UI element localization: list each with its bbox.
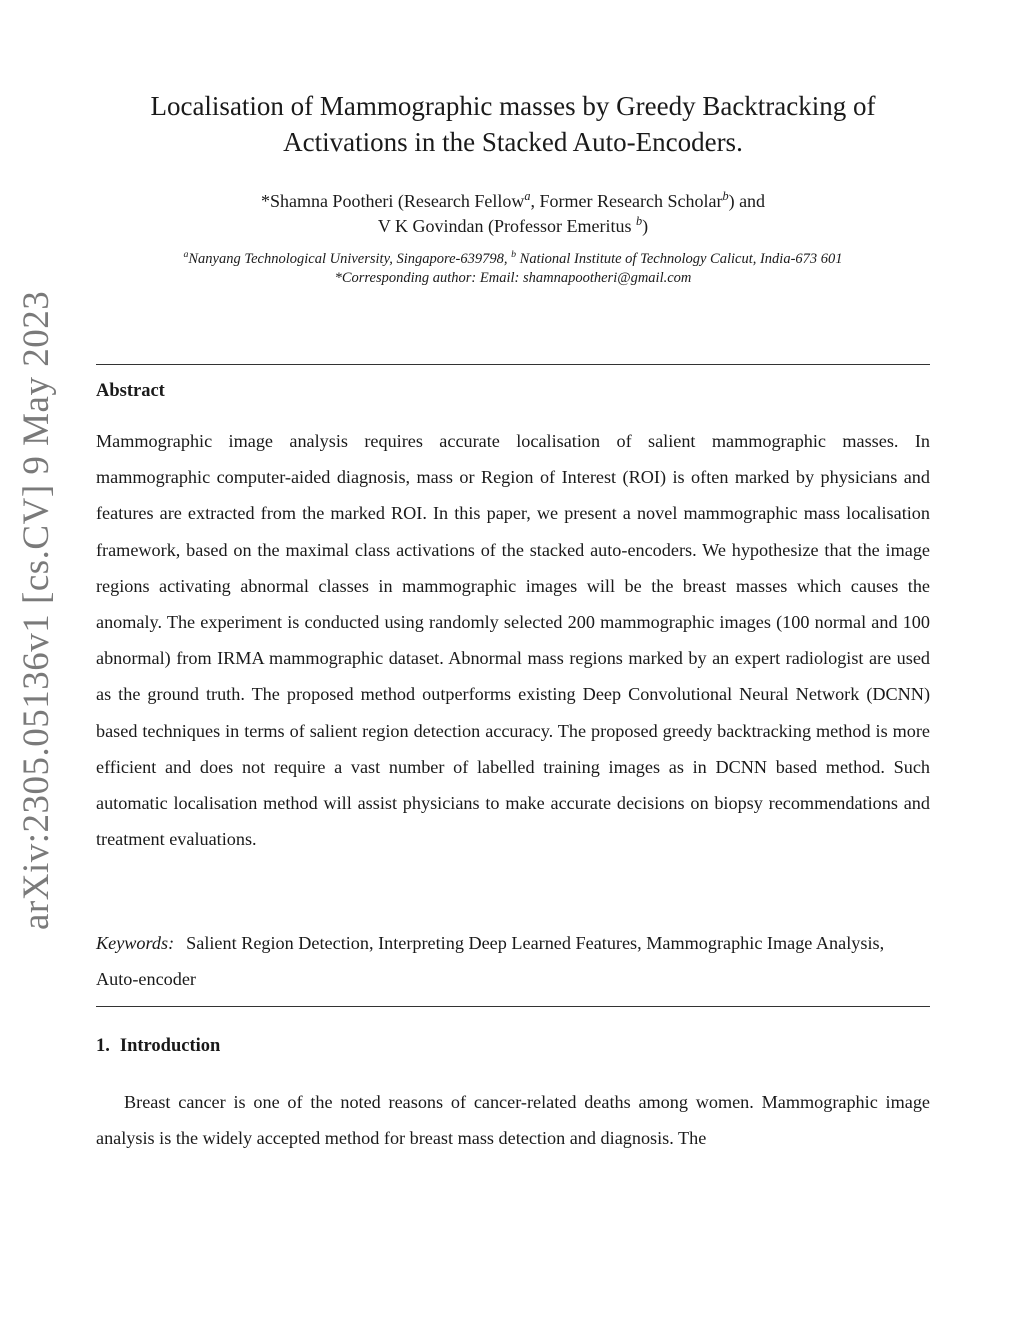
corresponding-author-email: *Corresponding author: Email: shamnapootheri@gmail.com: [334, 270, 692, 286]
affiliations: [96, 250, 930, 288]
title-line-2: Activations in the Stacked Auto-Encoders.: [283, 127, 743, 157]
abstract-text: Mammographic image analysis requires accurate localisation of salient mammographic masses. In mammographic computer-aided diagnosis, mass or Region of Interest (ROI) is often marked by physicians and features are extracted from the marked ROI. In this paper, we present a novel mammographic mass localisation framework, based on the maximal class activations of the stacked auto-encoders. We hypothesize that the image regions activating abnormal classes in mammographic images will be the breast masses which causes the anomaly. The experiment is conducted using randomly selected 200 mammographic images (100 normal and 100 abnormal) from IRMA mammographic dataset. Abnormal mass regions marked by an expert radiologist are used as the ground truth. The proposed method outperforms existing Deep Convolutional Neural Network (DCNN) based techniques in terms of salient region detection accuracy. The proposed greedy backtracking method is more efficient and does not require a vast number of labelled training images as in DCNN based method. Such automatic localisation method will assist physicians to make accurate decisions on biopsy recommendations and treatment evaluations.: [96, 431, 930, 850]
abstract-heading: Abstract: [96, 381, 165, 401]
author-list: [96, 189, 930, 239]
section-title: Introduction: [119, 1036, 221, 1056]
arxiv-identifier: arXiv:2305.05136v1 [cs.CV] 9 May 2023: [16, 290, 57, 930]
abstract-bottom-rule: [96, 1006, 930, 1007]
affiliation-line: $^a$Nanyang Technological University, Singapore-639798, $^b$ National Institute of Technology Calicut, India-673 601: [183, 249, 843, 267]
title-line-1: Localisation of Mammographic masses by Greedy Backtracking of: [150, 91, 876, 121]
keywords-label: Keywords:: [96, 933, 175, 953]
author-1: *Shamna Pootheri (Research Fellow$^a$, Former Research Scholar$^b$) and: [260, 189, 766, 211]
author-2: V K Govindan (Professor Emeritus $^b$): [377, 214, 649, 236]
abstract-top-rule: [96, 364, 930, 365]
introduction-paragraph: Breast cancer is one of the noted reasons of cancer-related deaths among women. Mammographic image analysis is the widely accepted method for breast mass detection and diagnosis. The: [96, 1092, 930, 1149]
keywords: [96, 925, 930, 997]
paper-title: [96, 88, 930, 160]
section-number: 1.: [96, 1036, 110, 1056]
keywords-text: Salient Region Detection, Interpreting Deep Learned Features, Mammographic Image Analysis, Auto-encoder: [96, 933, 885, 990]
section-heading-introduction: [96, 1036, 220, 1057]
